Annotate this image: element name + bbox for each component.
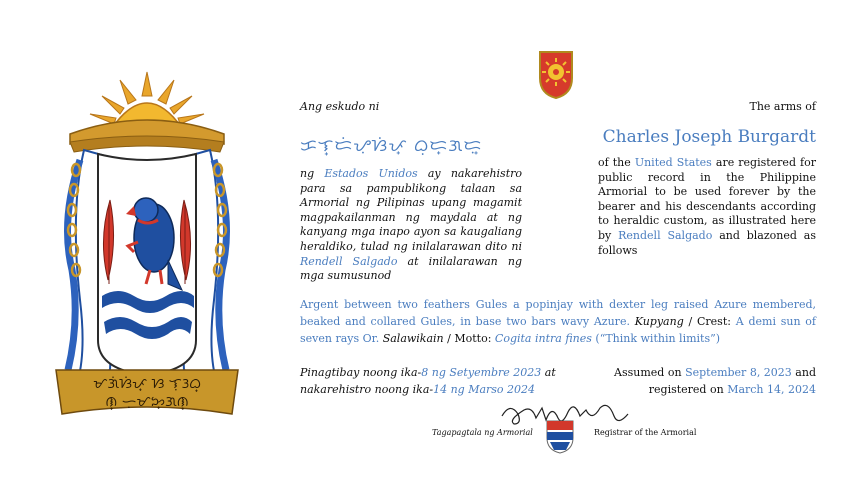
registrar-seal-icon bbox=[546, 420, 574, 454]
crest-blazon: A demi sun of seven rays Or. bbox=[300, 315, 817, 345]
artist-link-tl: Rendell Salgado bbox=[300, 254, 398, 268]
assumed-date-tl: 8 ng Setyembre 2023 bbox=[421, 366, 542, 379]
bearer-name: Charles Joseph Burgardt bbox=[602, 127, 816, 147]
english-dates: Assumed on September 8, 2023 and registered on March 14, 2024 bbox=[614, 366, 816, 396]
tagalog-body: ng Estados Unidos ay nakarehistro para sa pampublikong talaan sa Armorial ng Pilipinas upang magamit magpakailanman ng maydala at ng kanyang mga inapo ayon sa kaugaliang heraldiko, tulad ng inilalarawan dito ni Rendell Salgado at inilalarawan ng mga sumusunod bbox=[300, 167, 523, 283]
english-heading: The arms of bbox=[749, 100, 816, 113]
crest-label-tl: Kupyang bbox=[634, 315, 684, 328]
scroll-motto-line1: ᜋᜄᜒᜐᜒᜉ᜔ ᜐ ᜎᜓᜂᜊ᜔ bbox=[92, 376, 202, 392]
arms-blazon: Argent between two feathers Gules a popinjay with dexter leg raised Azure membered, beaked and collared Gules, in base two bars wavy Azure. bbox=[300, 298, 816, 328]
registrar-label-en: Registrar of the Armorial bbox=[594, 428, 697, 437]
assumed-date-en: September 8, 2023 bbox=[685, 366, 792, 379]
registered-date-tl: 14 ng Marso 2024 bbox=[433, 383, 536, 396]
coat-of-arms-illustration bbox=[50, 70, 245, 475]
registrar-label-tl: Tagapagtala ng Armorial bbox=[432, 428, 533, 437]
tagalog-dates: Pinagtibay noong ika-8 ng Setyembre 2023 at nakarehistro noong ika-14 ng Marso 2024 bbox=[300, 366, 556, 396]
artist-link-en: Rendell Salgado bbox=[618, 228, 713, 242]
crest-label-en: Crest: bbox=[697, 315, 731, 328]
english-body: of the United States are registered for public record in the Philippine Armorial to be used forever by the bearer and his descendants according to heraldic custom, as illustrated here by Rendell Salgado and blazoned as follows bbox=[598, 156, 816, 257]
scroll-motto-line2: ᜈ᜔ ᜑᜓᜋᜅ᜔ᜄᜈ᜔ bbox=[105, 394, 189, 410]
motto-text: Cogita intra fines bbox=[494, 332, 592, 345]
bearer-name-baybayin: ᜃᜎ᜔ᜇᜒᜌᜓᜐᜒᜉ᜔ ᜊᜓᜇ᜔ᜄᜇᜓ᜔ bbox=[300, 136, 483, 156]
armorial-emblem bbox=[538, 50, 574, 100]
country-link-en: United States bbox=[634, 156, 712, 169]
tagalog-column bbox=[300, 100, 522, 284]
country-link-tl: Estados Unidos bbox=[324, 167, 418, 180]
motto-label-en: Motto: bbox=[454, 332, 492, 345]
blazon-text: Argent between two feathers Gules a popinjay with dexter leg raised Azure membered, beaked and collared Gules, in base two bars wavy Azure. Kupyang / Crest: A demi sun of seven rays Or. Salawikain / Motto: Cogita intra fines (“Think within limits”) bbox=[300, 298, 817, 345]
english-column bbox=[598, 100, 816, 258]
tagalog-heading: Ang eskudo ni bbox=[300, 100, 380, 113]
motto-translation: (“Think within limits”) bbox=[595, 332, 721, 345]
registered-date-en: March 14, 2024 bbox=[727, 383, 816, 396]
motto-label-tl: Salawikain bbox=[382, 332, 444, 345]
